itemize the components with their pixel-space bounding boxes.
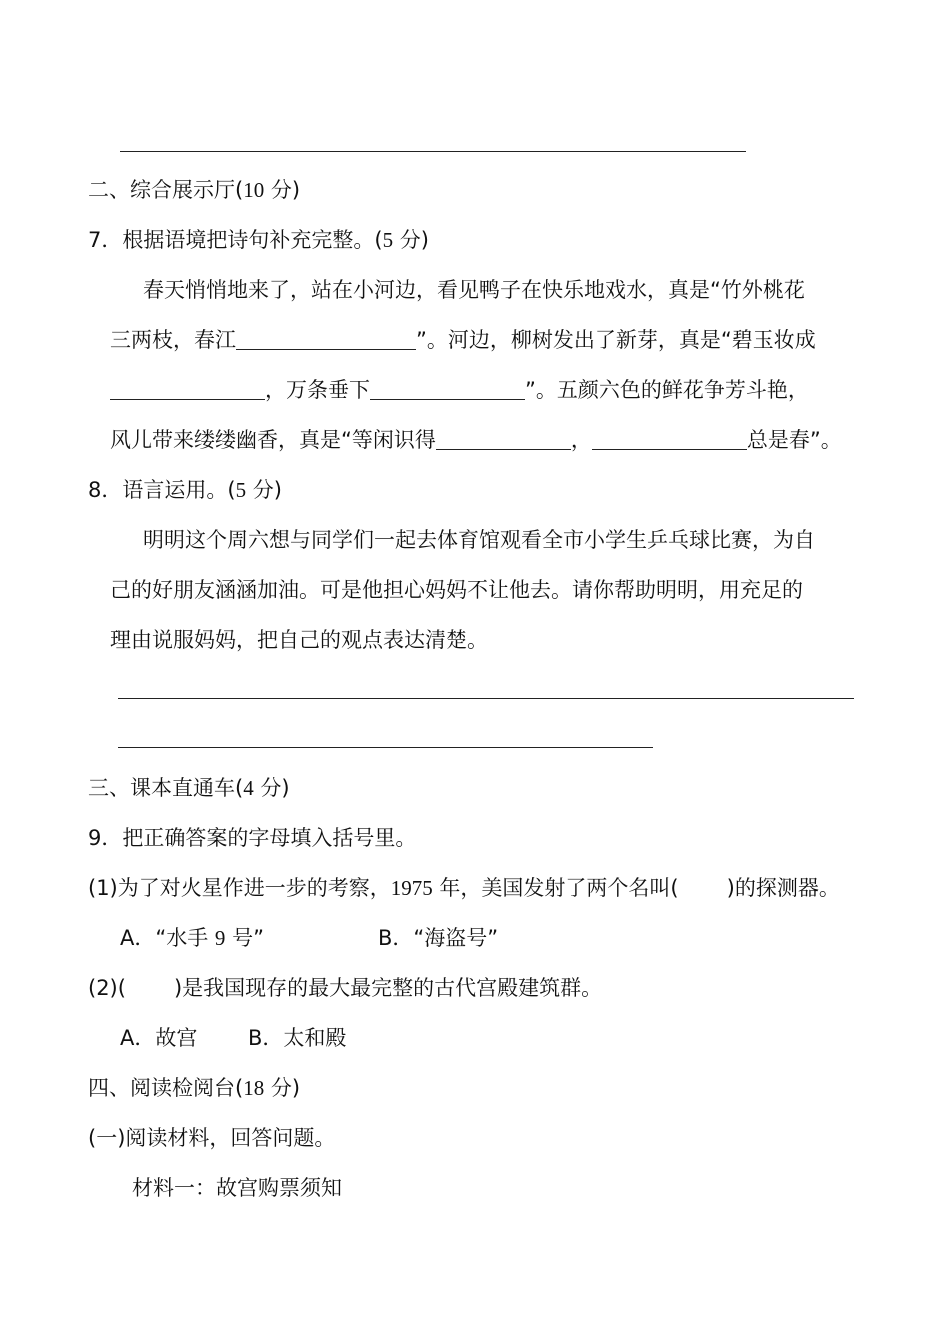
q8-line1: 明明这个周六想与同学们一起去体育馆观看全市小学生乒乓球比赛，为自 — [143, 528, 815, 552]
q8-title: 8．语言运用。(5 分) — [88, 478, 282, 502]
q9-sub2-option-a: A．故宫 — [120, 1026, 198, 1050]
fill-blank-1[interactable] — [236, 329, 416, 350]
section4-part1: (一)阅读材料，回答问题。 — [88, 1126, 336, 1150]
q8-answer-line-2[interactable] — [118, 747, 653, 748]
fill-blank-5[interactable] — [592, 429, 747, 450]
q9-sub2-option-b: B．太和殿 — [248, 1026, 347, 1050]
fill-blank-4[interactable] — [436, 429, 571, 450]
section2-title: 二、综合展示厅(10 分) — [88, 178, 301, 202]
q8-answer-line-1[interactable] — [118, 698, 854, 699]
q7-line4: 风儿带来缕缕幽香，真是“等闲识得 ， 总是春”。 — [110, 428, 842, 452]
q8-line3: 理由说服妈妈，把自己的观点表达清楚。 — [110, 628, 488, 652]
q7-line2: 三两枝，春江 ”。河边，柳树发出了新芽，真是“碧玉妆成 — [110, 328, 816, 352]
section4-title: 四、阅读检阅台(18 分) — [88, 1076, 301, 1100]
answer-line-top — [120, 151, 746, 152]
fill-blank-3[interactable] — [370, 379, 525, 400]
section3-title: 三、课本直通车(4 分) — [88, 776, 290, 800]
q9-sub1-option-b: B．“海盗号” — [378, 926, 499, 950]
q9-sub1-option-a: A．“水手 9 号” — [120, 926, 264, 950]
q7-line1: 春天悄悄地来了，站在小河边，看见鸭子在快乐地戏水，真是“竹外桃花 — [143, 278, 805, 302]
q7-line3: ，万条垂下 ”。五颜六色的鲜花争芳斗艳， — [110, 375, 809, 405]
q9-title: 9．把正确答案的字母填入括号里。 — [88, 826, 417, 850]
q9-sub1: (1)为了对火星作进一步的考察，1975 年，美国发射了两个名叫( )的探测器。 — [88, 876, 840, 900]
q9-sub2: (2)( )是我国现存的最大最完整的古代宫殿建筑群。 — [88, 976, 603, 1000]
q8-line2: 己的好朋友涵涵加油。可是他担心妈妈不让他去。请你帮助明明，用充足的 — [110, 578, 803, 602]
fill-blank-2[interactable] — [110, 379, 265, 400]
section4-material1: 材料一：故宫购票须知 — [132, 1176, 342, 1200]
q7-title: 7．根据语境把诗句补充完整。(5 分) — [88, 228, 429, 252]
